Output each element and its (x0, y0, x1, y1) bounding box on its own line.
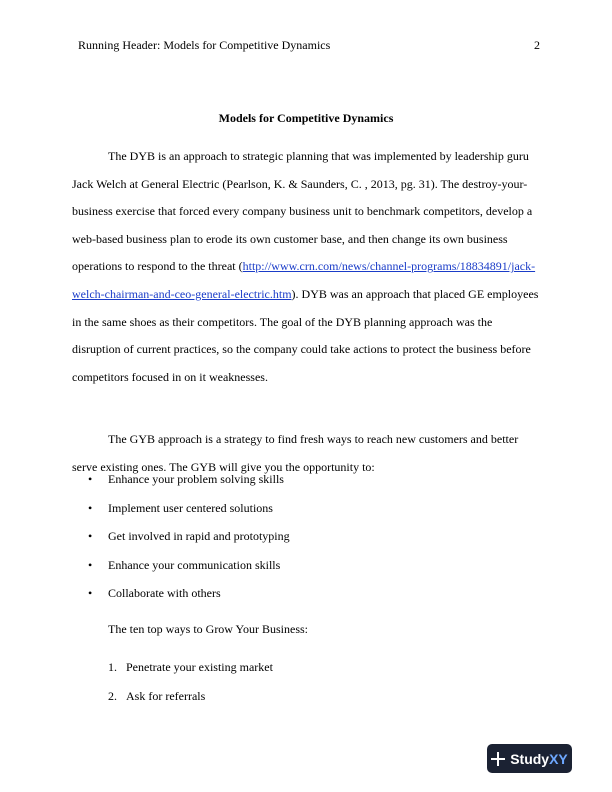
numbered-item-text: Penetrate your existing market (126, 660, 273, 674)
list-item-text: Enhance your communication skills (108, 557, 281, 572)
item-number: 2. (108, 688, 117, 703)
paragraph-dyb-text-before: The DYB is an approach to strategic planning that was implemented by leadership guru Jack Welch at General Electric (Pearlson, K. & Saunders, C. , 2013, pg. 31). The destroy-your-business exercise that forced every company business unit to benchmark competitors, develop a web-based business plan to erode its own customer base, and then change its own business operations to respond to the threat ( (72, 149, 533, 274)
list-item (86, 522, 526, 551)
page-header (78, 37, 540, 53)
list-item-text: Collaborate with others (108, 586, 221, 601)
paragraph-dyb (72, 143, 542, 391)
numbered-item-text: Ask for referrals (126, 688, 206, 703)
list-item-text: Implement user centered solutions (108, 500, 273, 515)
badge-brand-suffix: XY (549, 750, 568, 767)
badge-brand: Study (510, 750, 550, 767)
paragraph-dyb-text-after: ). DYB was an approach that placed GE employees in the same shoes as their competitors. The goal of the DYB planning approach was the disruption of current practices, so the company could take actions to protect the business before competitors focused in on it weaknesses. (72, 286, 539, 384)
paragraph-gyb: The GYB approach is a strategy to find fresh ways to reach new customers and better serve existing ones. The GYB will give you the opportunity to: (72, 432, 519, 474)
plus-icon (491, 752, 505, 766)
numbered-item (108, 682, 273, 711)
page-number: 2 (534, 38, 540, 52)
list-item (86, 579, 526, 608)
studyxy-badge[interactable] (487, 744, 572, 773)
grow-business-lead: The ten top ways to Grow Your Business: (108, 622, 308, 636)
bullet-icon: • (88, 472, 93, 486)
bullet-icon: • (88, 557, 93, 572)
list-item (86, 494, 526, 523)
list-item-text: Enhance your problem solving skills (108, 472, 284, 486)
crn-article-link[interactable]: http://www.crn.com/news/channel-programs/18834891/jack-welch-chairman-and-ceo-general-electric.htm (72, 259, 536, 301)
bullet-icon: • (88, 529, 93, 544)
numbered-list (108, 653, 273, 710)
list-item (86, 465, 526, 494)
bullet-icon: • (88, 500, 93, 515)
item-number: 1. (108, 660, 117, 674)
numbered-item (108, 653, 273, 682)
running-header: Running Header: Models for Competitive Dynamics (78, 38, 331, 52)
bullet-icon: • (88, 586, 93, 601)
bullet-list (86, 465, 526, 608)
list-item (86, 551, 526, 580)
document-title: Models for Competitive Dynamics (218, 111, 394, 125)
list-item-text: Get involved in rapid and prototyping (108, 529, 290, 544)
